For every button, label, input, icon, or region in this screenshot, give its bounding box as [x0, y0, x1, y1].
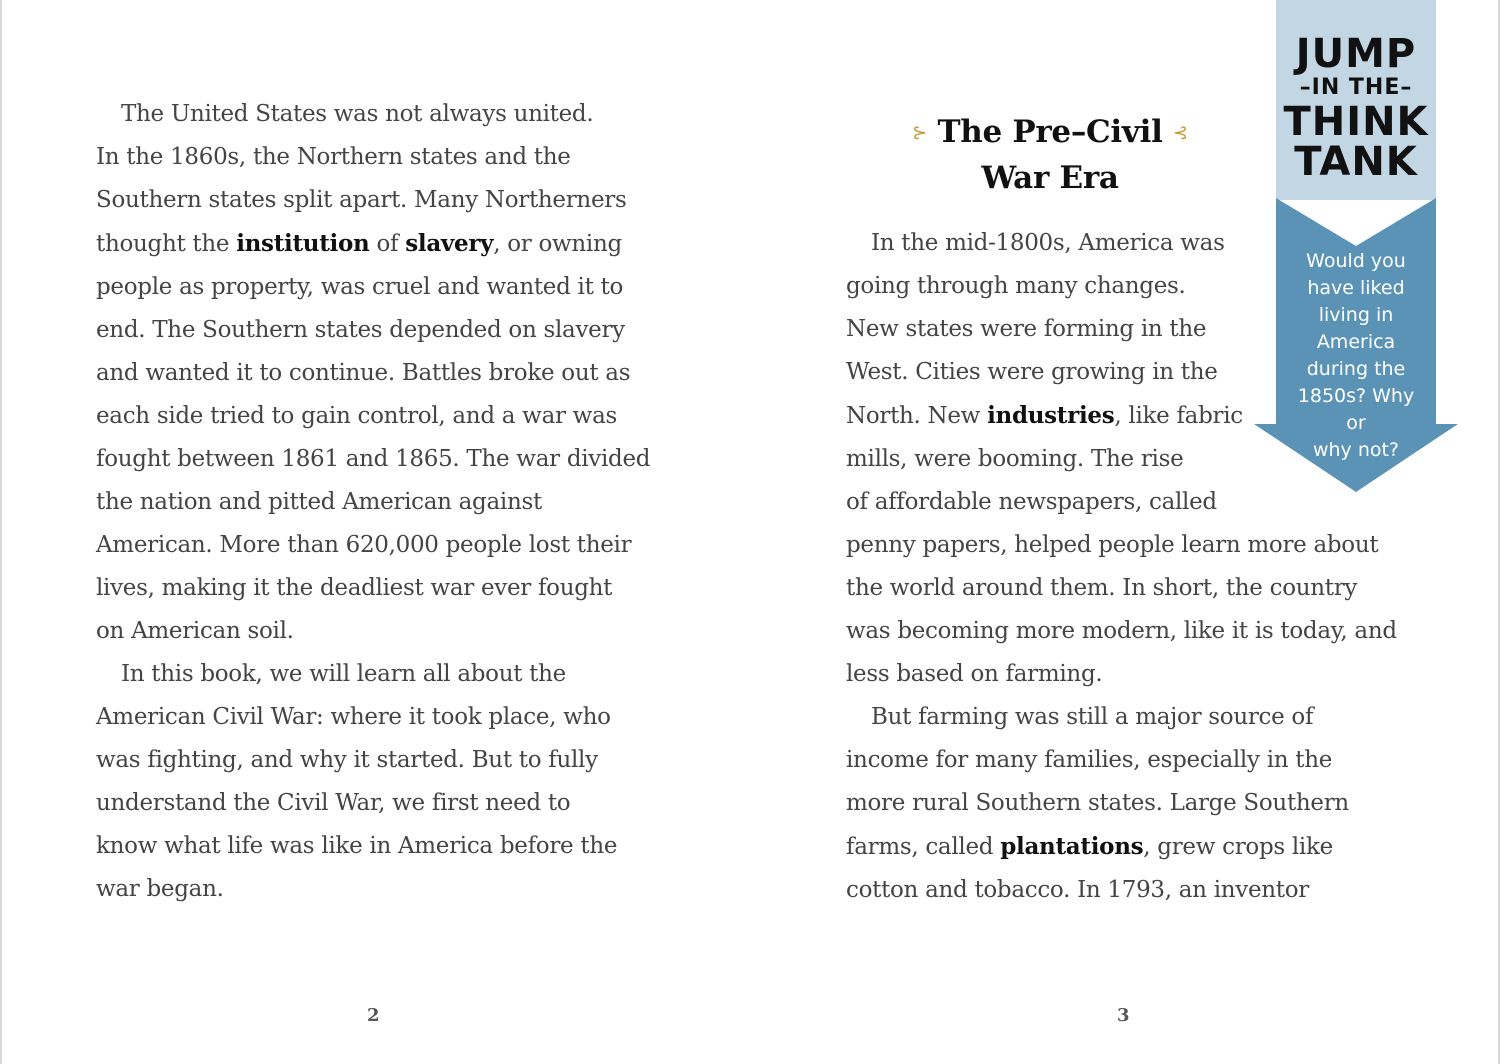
text-line — [846, 739, 1446, 782]
text-line — [96, 136, 676, 179]
text-line — [96, 93, 676, 136]
text-line — [846, 653, 1446, 696]
text-line — [96, 653, 676, 696]
text-run: of affordable newspapers, called — [846, 489, 1217, 515]
title-in-the: –IN THE– — [1299, 75, 1413, 100]
text-run: and wanted it to continue. Battles broke out as — [96, 360, 631, 386]
question-line: 1850s? Why or — [1297, 385, 1415, 434]
left-page-edge — [0, 0, 2, 1064]
text-line — [96, 739, 676, 782]
text-run: American Civil War: where it took place, who — [96, 704, 611, 730]
text-run: thought the — [96, 231, 237, 257]
left-page-body — [96, 93, 676, 911]
heading-line-1: The Pre–Civil — [937, 114, 1163, 150]
text-line — [846, 524, 1446, 567]
text-run: mills, were booming. The rise — [846, 446, 1184, 472]
text-run: know what life was like in America before the — [96, 833, 618, 859]
title-tank: TANK — [1294, 139, 1418, 185]
text-run: In this book, we will learn all about the — [121, 661, 566, 687]
text-run: West. Cities were growing in the — [846, 359, 1218, 385]
text-run: war began. — [96, 876, 224, 902]
page-number-left: 2 — [367, 1005, 380, 1026]
text-run: was fighting, and why it started. But to fully — [96, 747, 598, 773]
text-run: lives, making it the deadliest war ever fought — [96, 575, 613, 601]
text-run: In the mid-1800s, America was — [871, 230, 1225, 256]
text-line — [96, 352, 676, 395]
text-run: American. More than 620,000 people lost their — [96, 532, 632, 558]
text-run: farms, called — [846, 834, 1001, 860]
text-line — [96, 266, 676, 309]
glossary-term: plantations — [1000, 833, 1144, 860]
text-line — [846, 825, 1446, 869]
text-line — [96, 825, 676, 868]
think-tank-question — [1296, 248, 1416, 464]
text-line — [96, 868, 676, 911]
text-run: , or owning — [493, 231, 622, 257]
think-tank-title — [1276, 31, 1436, 185]
text-run: understand the Civil War, we first need to — [96, 790, 571, 816]
text-line — [96, 481, 676, 524]
title-jump: JUMP — [1295, 31, 1417, 77]
text-line — [96, 179, 676, 222]
text-run: was becoming more modern, like it is today, and — [846, 618, 1397, 644]
text-run: penny papers, helped people learn more about — [846, 532, 1379, 558]
text-run: The United States was not always united. — [121, 101, 594, 127]
text-line — [96, 524, 676, 567]
page-number-right: 3 — [1117, 1005, 1130, 1026]
text-line — [96, 222, 676, 266]
text-run: , grew crops like — [1143, 834, 1333, 860]
text-line — [846, 869, 1446, 912]
text-line — [846, 696, 1446, 739]
text-line — [846, 610, 1446, 653]
text-run: fought between 1861 and 1865. The war divided — [96, 446, 651, 472]
text-line — [96, 309, 676, 352]
text-run: North. New — [846, 403, 988, 429]
ornament-left-icon: ⊱ — [912, 122, 927, 144]
text-run: more rural Southern states. Large Southern — [846, 790, 1349, 816]
text-line — [96, 438, 676, 481]
text-run: New states were forming in the — [846, 316, 1207, 342]
text-line — [96, 696, 676, 739]
question-line: have liked — [1307, 277, 1405, 299]
text-run: end. The Southern states depended on slavery — [96, 317, 625, 343]
think-tank-banner — [1254, 0, 1458, 500]
text-run: the world around them. In short, the country — [846, 575, 1358, 601]
glossary-term: industries — [987, 402, 1115, 429]
text-run: In the 1860s, the Northern states and the — [96, 144, 571, 170]
ornament-right-icon: ⊰ — [1173, 122, 1188, 144]
question-line: living in — [1318, 304, 1394, 326]
glossary-term: institution — [236, 230, 370, 257]
heading-line-2: War Era — [981, 159, 1119, 196]
text-run: going through many changes. — [846, 273, 1186, 299]
question-line: America — [1316, 331, 1396, 353]
text-run: people as property, was cruel and wanted it to — [96, 274, 624, 300]
text-run: , like fabric — [1114, 403, 1243, 429]
text-run: the nation and pitted American against — [96, 489, 542, 515]
question-line: why not? — [1312, 439, 1400, 461]
text-run: income for many families, especially in the — [846, 747, 1333, 773]
section-heading — [880, 110, 1220, 200]
glossary-term: slavery — [405, 230, 494, 257]
text-run: of — [369, 231, 406, 257]
text-line — [96, 782, 676, 825]
text-line — [96, 610, 676, 653]
title-think: THINK — [1283, 99, 1429, 145]
text-run: Southern states split apart. Many Northerners — [96, 187, 627, 213]
text-run: each side tried to gain control, and a war was — [96, 403, 617, 429]
text-run: But farming was still a major source of — [871, 704, 1314, 730]
text-line — [846, 567, 1446, 610]
text-run: less based on farming. — [846, 661, 1103, 687]
question-line: Would you — [1306, 250, 1406, 272]
text-run: on American soil. — [96, 618, 294, 644]
text-line — [96, 395, 676, 438]
text-run: cotton and tobacco. In 1793, an inventor — [846, 877, 1309, 903]
text-line — [846, 782, 1446, 825]
question-line: during the — [1306, 358, 1406, 380]
text-line — [96, 567, 676, 610]
